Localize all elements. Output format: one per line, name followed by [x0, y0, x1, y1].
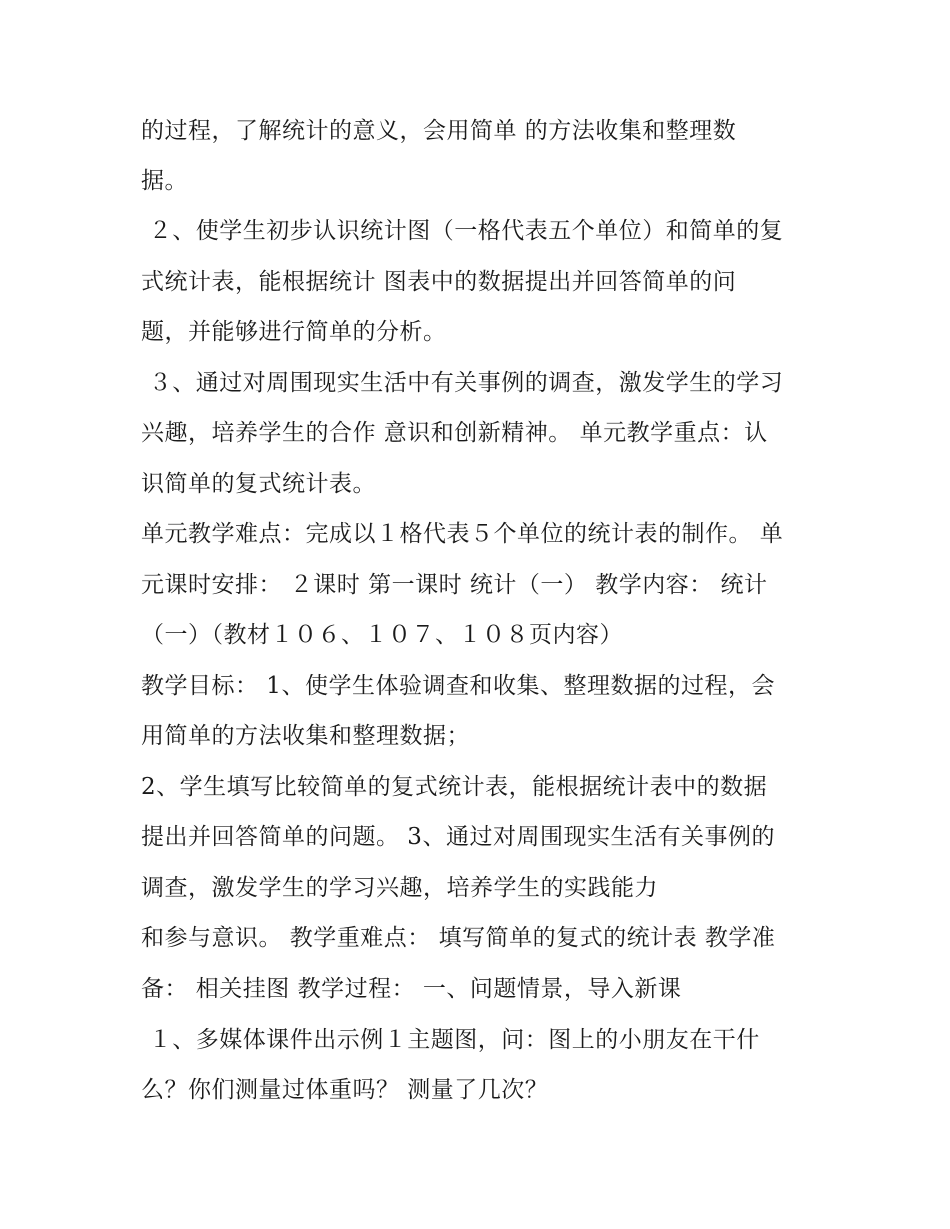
text-line: 教学目标： 1、使学生体验调查和收集、整理数据的过程，会 [141, 673, 775, 699]
text-line: 据。 [141, 168, 188, 194]
text-line: 题，并能够进行简单的分析。 [141, 319, 447, 345]
text-line: 提出并回答简单的问题。 3、通过对周围现实生活有关事例的 [141, 824, 775, 850]
text-line: 式统计表，能根据统计 图表中的数据提出并回答简单的问 [141, 269, 737, 295]
text-line: （一）（教材１０６、１０７、１０８页内容） [141, 622, 623, 648]
text-line: 调查，激发学生的学习兴趣，培养学生的实践能力 [141, 875, 658, 901]
text-line: ２、使学生初步认识统计图（一格代表五个单位）和简单的复 [141, 218, 784, 244]
text-line: 单元教学难点：完成以１格代表５个单位的统计表的制作。 单 [141, 521, 784, 547]
text-line: 用简单的方法收集和整理数据； [141, 723, 470, 749]
text-line: ３、通过对周围现实生活中有关事例的调查，激发学生的学习 [141, 370, 784, 396]
text-line: 识简单的复式统计表。 [141, 471, 376, 497]
text-line: １、多媒体课件出示例１主题图，问：图上的小朋友在干什 [141, 1027, 760, 1053]
text-line: 的过程，了解统计的意义，会用简单 的方法收集和整理数 [141, 118, 737, 144]
text-line: 么？你们测量过体重吗？ 测量了几次？ [141, 1077, 549, 1103]
text-line: 备： 相关挂图 教学过程： 一、问题情景，导入新课 [141, 976, 682, 1002]
text-line: 元课时安排： ２课时 第一课时 统计（一） 教学内容： 统计 [141, 572, 768, 598]
text-line: 兴趣，培养学生的合作 意识和创新精神。 单元教学重点：认 [141, 420, 768, 446]
text-line: 2、学生填写比较简单的复式统计表，能根据统计表中的数据 [141, 774, 768, 800]
text-line: 和参与意识。 教学重难点： 填写简单的复式的统计表 教学准 [141, 925, 776, 951]
